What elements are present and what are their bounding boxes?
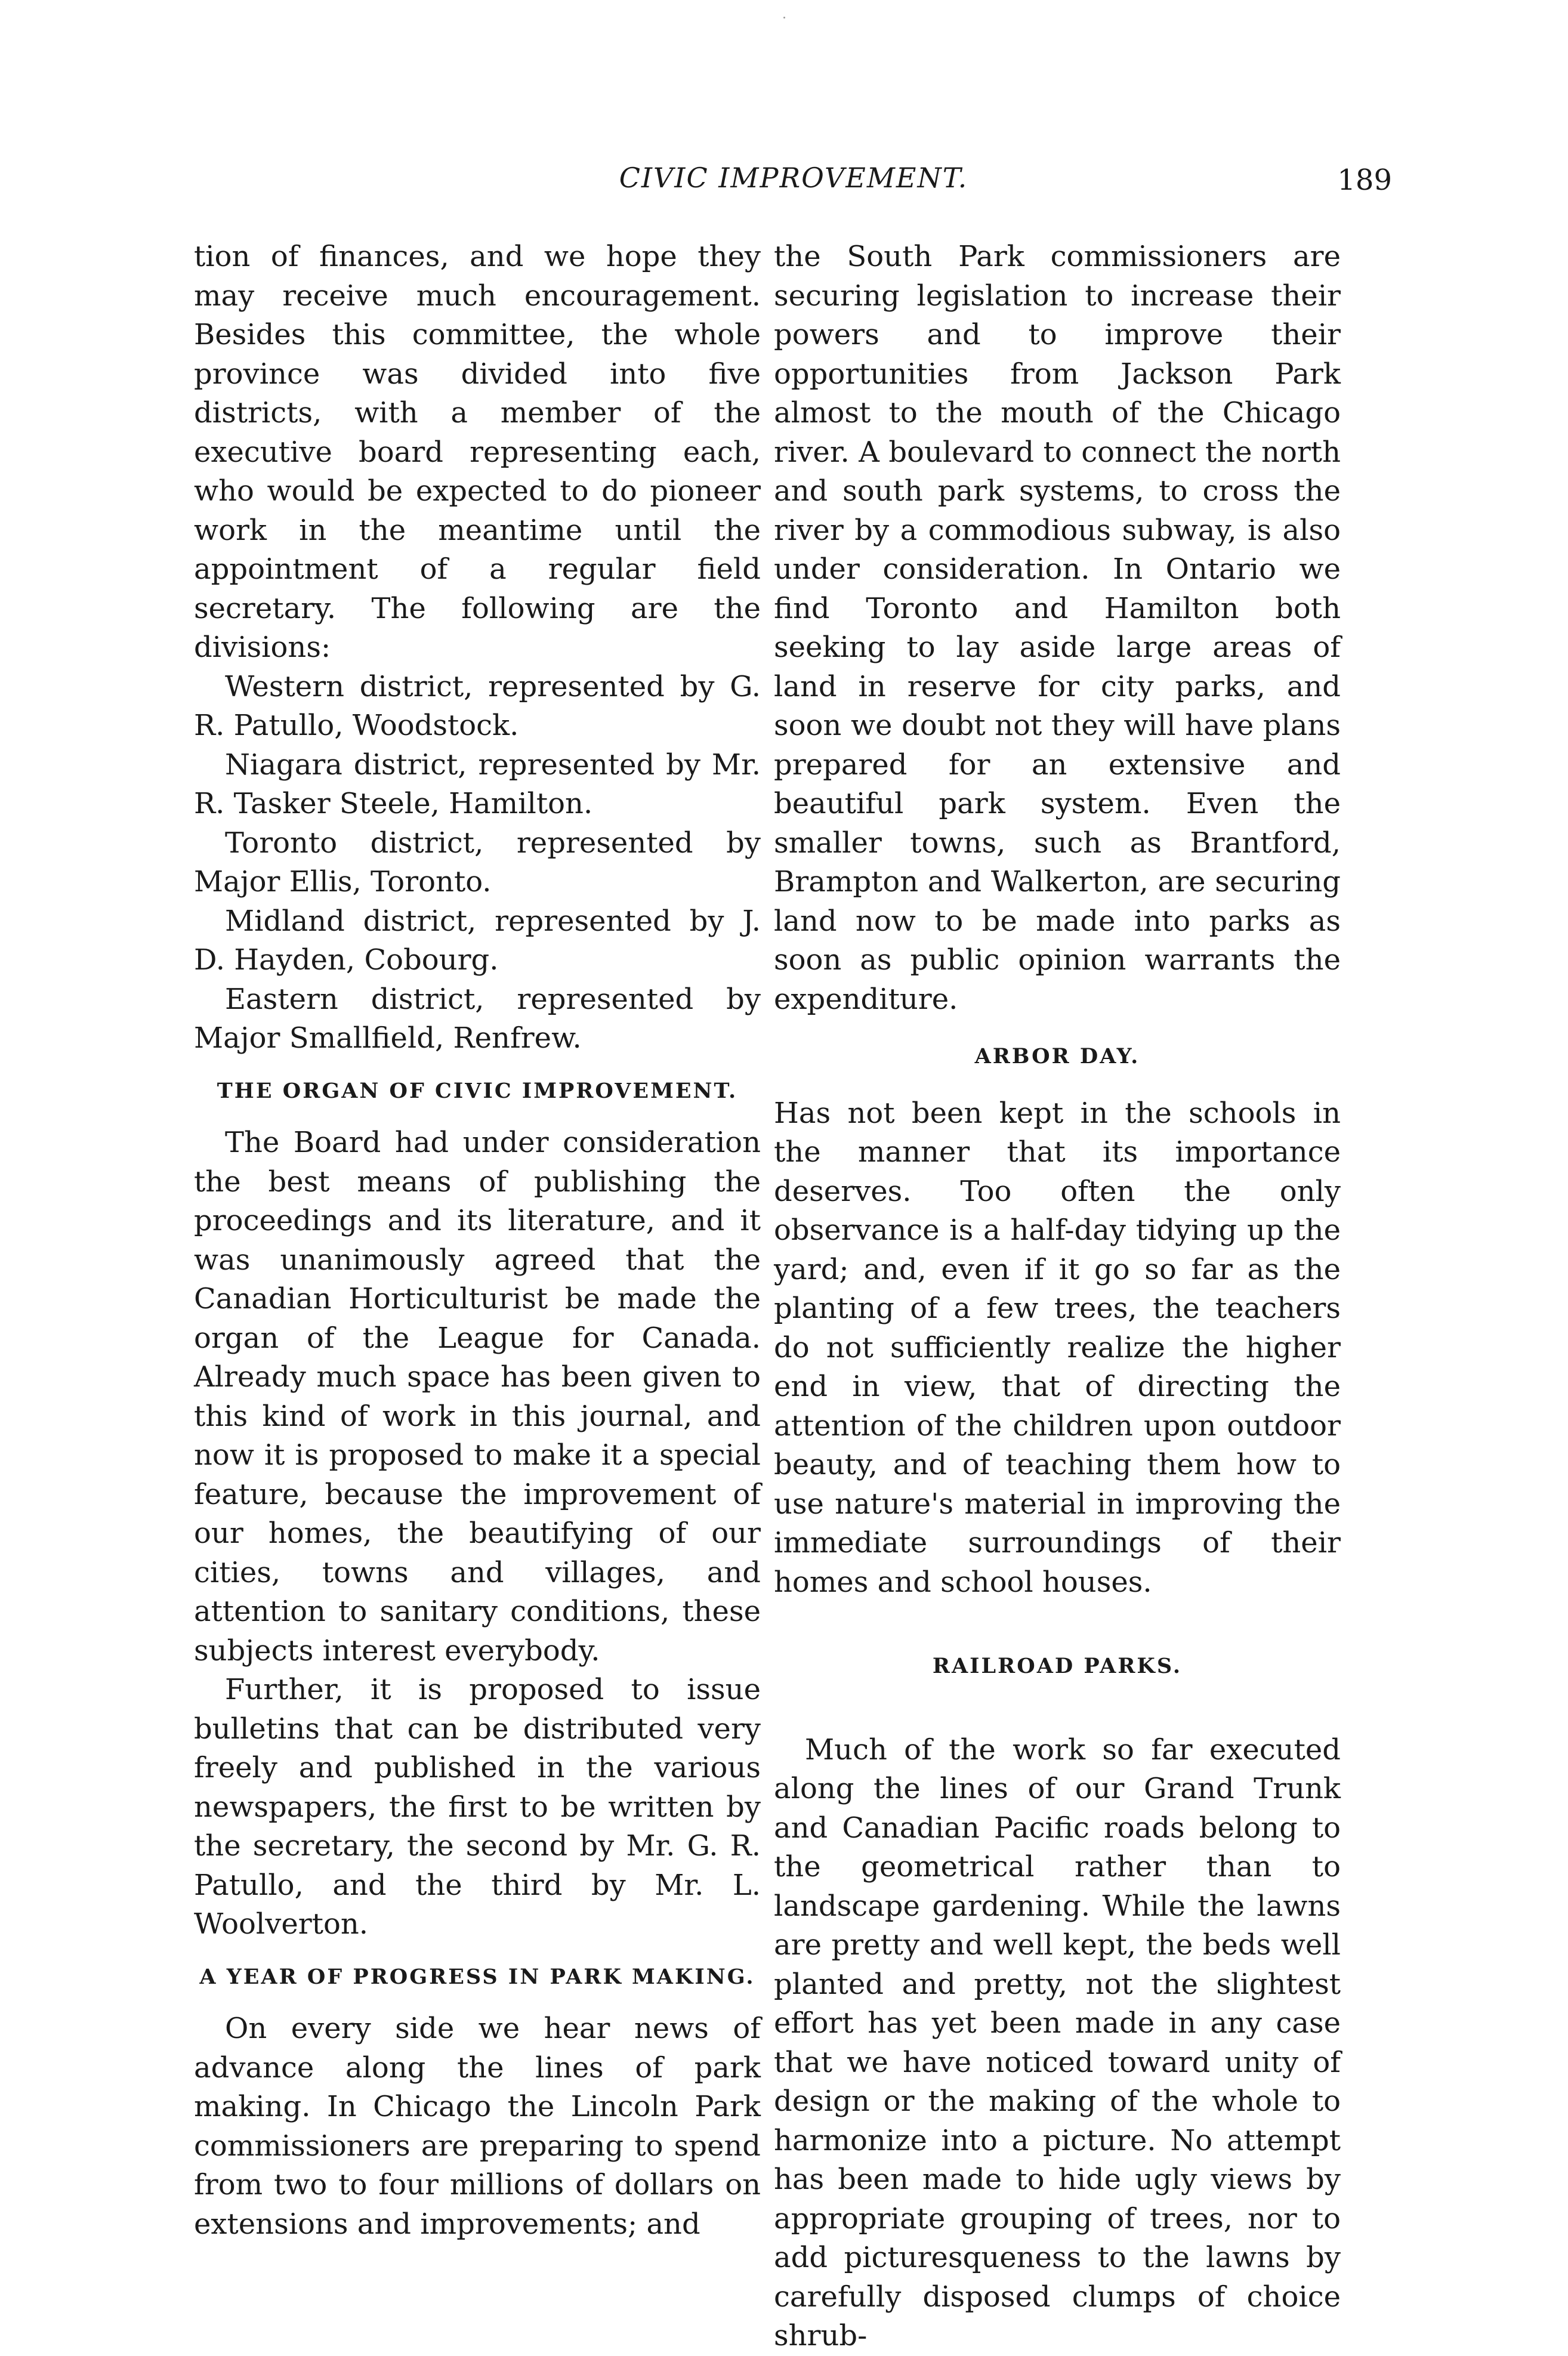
paragraph-arbor-day: Has not been kept in the schools in the manner that its importance deserves. Too often the only observance is a half-day tidying up the yard; and, even if it go so far as the planting of a few trees, the teachers do not sufficiently realize the higher end in view, that of directing the attention of the children upon outdoor beauty, and of teaching them how to use nature's material in improving the immediate surroundings of their homes and school houses.: [774, 1096, 1341, 1599]
running-title: CIVIC IMPROVEMENT.: [619, 162, 968, 194]
district-eastern: Eastern district, represented by Major Smallfield, Renfrew.: [194, 982, 761, 1055]
paragraph-park-making-continued: the South Park commissioners are securing legislation to increase their powers and to improve their opportunities from Jackson Park almost to the mouth of the Chicago river. A boulevard to connect the north and south park systems, to cross the river by a commodious subway, is also under consideration. In Ontario we find Toronto and Hamilton both seeking to lay aside large areas of land in reserve for city parks, and soon we doubt not they will have plans prepared for an extensive and beautiful park system. Even the smaller towns, such as Brantford, Brampton and Walkerton, are securing land now to be made into parks as soon as public opinion warrants the expenditure.: [774, 240, 1341, 1016]
heading-organ-of-civic-improvement: THE ORGAN OF CIVIC IMPROVEMENT.: [217, 1078, 738, 1103]
paragraph-organ-board: The Board had under consideration the best means of publishing the proceedings and its literature, and it was unanimously agreed that the Canadian Horticulturist be made the organ of the League for Canada. Already much space has been given to this kind of work in this journal, and now it is proposed to make it a special feature, because the improvement of our homes, the beautifying of our cities, towns and villages, and attention to sanitary conditions, these subjects interest everybody.: [194, 1126, 761, 1668]
page-speck: [783, 17, 785, 18]
paragraph-finances: tion of finances, and we hope they may receive much encouragement. Besides this committee, the whole province was divided into five districts, with a member of the executive board representing each, who would be expected to do pioneer work in the meantime until the appointment of a regular field secretary. The following are the divisions:: [194, 240, 761, 664]
district-western: Western district, represented by G. R. Patullo, Woodstock.: [194, 669, 761, 742]
district-toronto: Toronto district, represented by Major Ellis, Toronto.: [194, 826, 761, 898]
left-column: [194, 237, 761, 2244]
paragraph-railroad-parks: Much of the work so far executed along the lines of our Grand Trunk and Canadian Pacific roads belong to the geometrical rather than to landscape gardening. While the lawns are pretty and well kept, the beds well planted and pretty, not the slightest effort has yet been made in any case that we have noticed toward unity of design or the making of the whole to harmonize into a picture. No attempt has been made to hide ugly views by appropriate grouping of trees, nor to add picturesqueness to the lawns by carefully disposed clumps of choice shrub-: [774, 1733, 1341, 2352]
district-midland: Midland district, represented by J. D. Hayden, Cobourg.: [194, 904, 761, 977]
heading-arbor-day: ARBOR DAY.: [974, 1044, 1140, 1069]
district-niagara: Niagara district, represented by Mr. R. Tasker Steele, Hamilton.: [194, 748, 761, 820]
right-column: [774, 237, 1341, 2356]
page-number: 189: [1337, 163, 1392, 197]
heading-railroad-parks: RAILROAD PARKS.: [932, 1654, 1183, 1678]
heading-year-of-progress: A YEAR OF PROGRESS IN PARK MAKING.: [199, 1964, 755, 1989]
paragraph-park-making: On every side we hear news of advance along the lines of park making. In Chicago the Lincoln Park commissioners are preparing to spend from two to four millions of dollars on extensions and improvements; and: [194, 2012, 761, 2241]
paragraph-organ-bulletins: Further, it is proposed to issue bulletins that can be distributed very freely and published in the various newspapers, the first to be written by the secretary, the second by Mr. G. R. Patullo, and the third by Mr. L. Woolverton.: [194, 1673, 761, 1941]
